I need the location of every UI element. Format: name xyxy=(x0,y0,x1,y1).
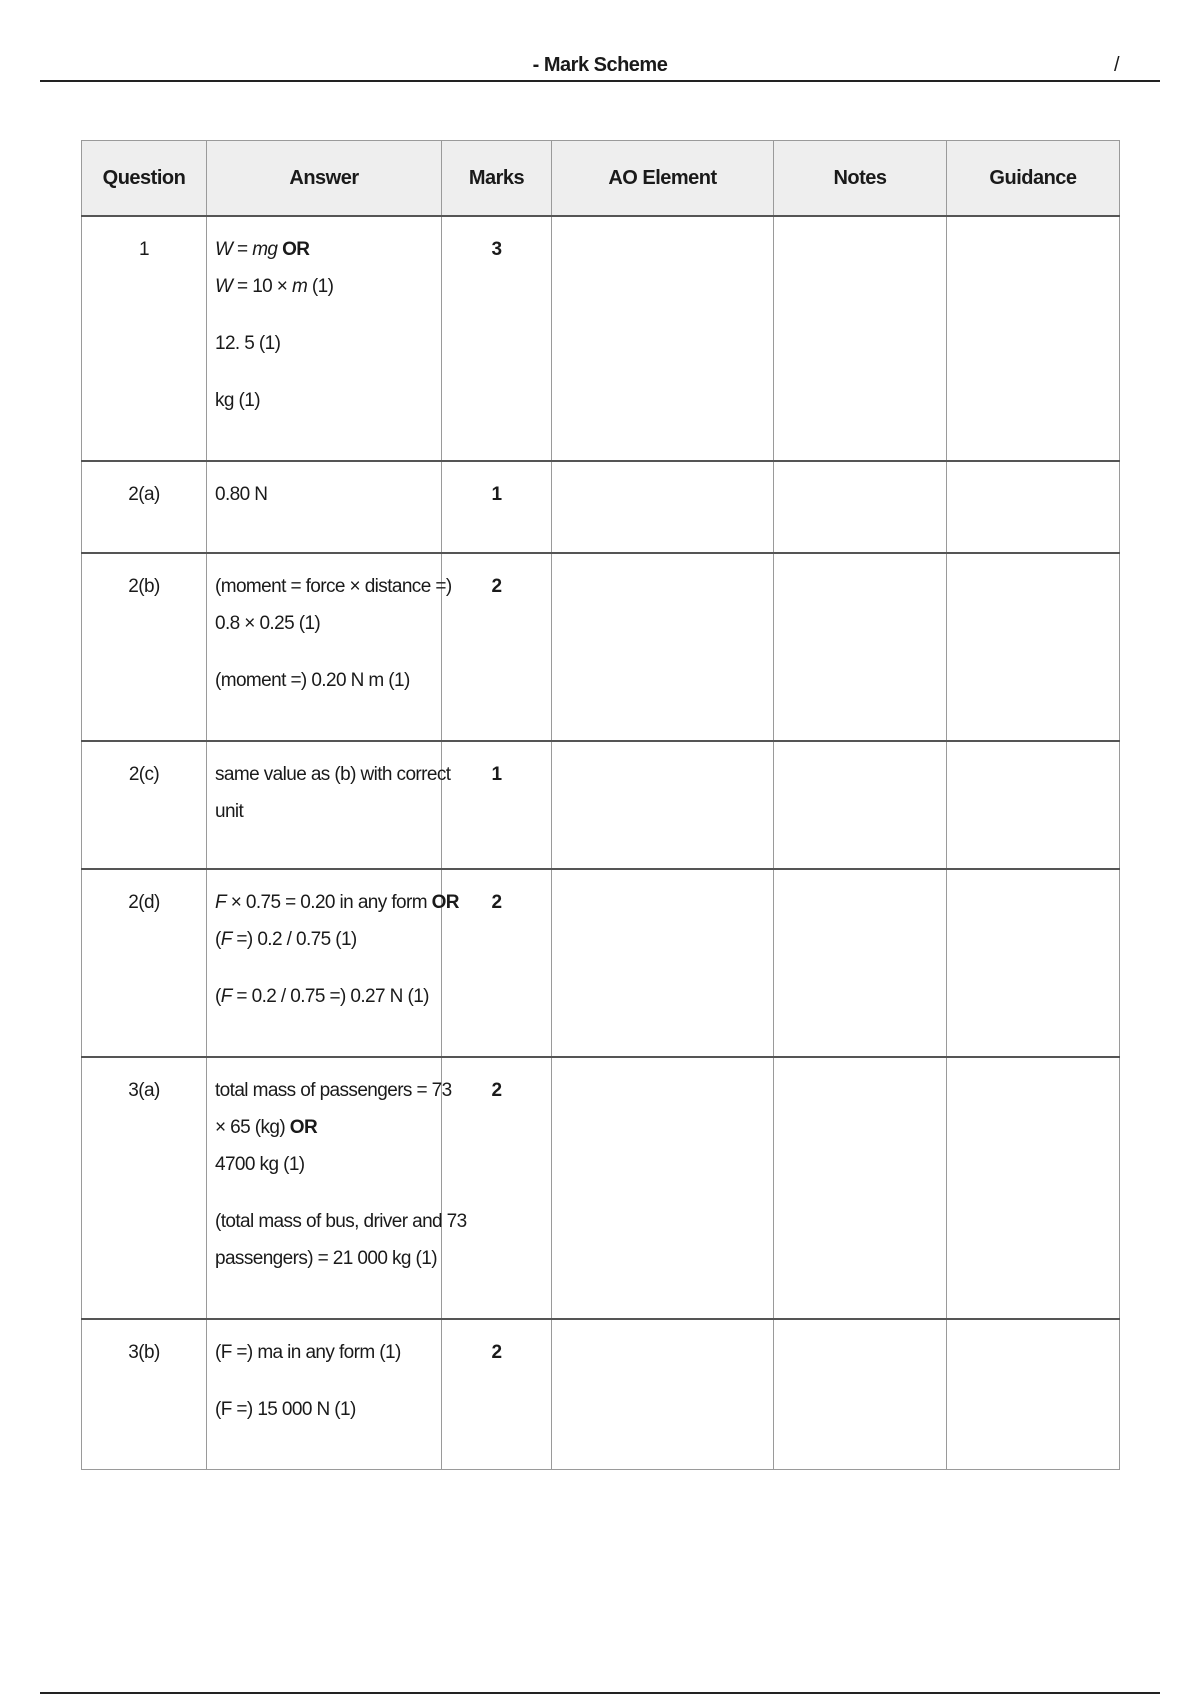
ao-element-cell xyxy=(552,216,774,461)
mark-scheme-table xyxy=(81,140,1120,1470)
table-row xyxy=(82,1057,1120,1319)
marks-cell: 2 xyxy=(442,1319,552,1469)
question-cell: 2(c) xyxy=(82,741,207,869)
page-header-mark: / xyxy=(1114,54,1120,76)
question-cell: 3(b) xyxy=(82,1319,207,1469)
table-row xyxy=(82,741,1120,869)
guidance-cell xyxy=(947,869,1120,1057)
notes-cell xyxy=(774,461,947,553)
ao-element-cell xyxy=(552,553,774,741)
notes-cell xyxy=(774,741,947,869)
answer-cell: (F =) ma in any form (1) (F =) 15 000 N (1) xyxy=(207,1319,442,1469)
table-row xyxy=(82,461,1120,553)
marks-cell: 1 xyxy=(442,461,552,553)
question-cell: 2(d) xyxy=(82,869,207,1057)
column-header-answer: Answer xyxy=(207,141,442,217)
answer-cell: total mass of passengers = 73 × 65 (kg) OR 4700 kg (1) (total mass of bus, driver and 73 passengers) = 21 000 kg (1) xyxy=(207,1057,442,1319)
answer-cell: same value as (b) with correct unit xyxy=(207,741,442,869)
marks-cell: 3 xyxy=(442,216,552,461)
table-row xyxy=(82,553,1120,741)
marks-cell: 1 xyxy=(442,741,552,869)
table-row xyxy=(82,869,1120,1057)
question-cell: 2(a) xyxy=(82,461,207,553)
notes-cell xyxy=(774,1319,947,1469)
header-rule xyxy=(40,80,1160,82)
guidance-cell xyxy=(947,1057,1120,1319)
ao-element-cell xyxy=(552,461,774,553)
answer-cell: W = mg OR W = 10 × m (1) 12. 5 (1) kg (1) xyxy=(207,216,442,461)
guidance-cell xyxy=(947,553,1120,741)
ao-element-cell xyxy=(552,1319,774,1469)
guidance-cell xyxy=(947,216,1120,461)
marks-cell: 2 xyxy=(442,1057,552,1319)
footer-rule xyxy=(40,1692,1160,1694)
table-header-row xyxy=(82,141,1120,217)
ao-element-cell xyxy=(552,741,774,869)
question-cell: 2(b) xyxy=(82,553,207,741)
answer-cell: 0.80 N xyxy=(207,461,442,553)
table-row xyxy=(82,1319,1120,1469)
answer-cell: (moment = force × distance =) 0.8 × 0.25 (1) (moment =) 0.20 N m (1) xyxy=(207,553,442,741)
table-row xyxy=(82,216,1120,461)
question-cell: 1 xyxy=(82,216,207,461)
table-body xyxy=(82,216,1120,1469)
column-header-marks: Marks xyxy=(442,141,552,217)
guidance-cell xyxy=(947,741,1120,869)
column-header-guidance: Guidance xyxy=(947,141,1120,217)
notes-cell xyxy=(774,216,947,461)
guidance-cell xyxy=(947,1319,1120,1469)
question-cell: 3(a) xyxy=(82,1057,207,1319)
column-header-question: Question xyxy=(82,141,207,217)
answer-cell: F × 0.75 = 0.20 in any form OR (F =) 0.2 / 0.75 (1) (F = 0.2 / 0.75 =) 0.27 N (1) xyxy=(207,869,442,1057)
notes-cell xyxy=(774,553,947,741)
notes-cell xyxy=(774,1057,947,1319)
marks-cell: 2 xyxy=(442,869,552,1057)
ao-element-cell xyxy=(552,869,774,1057)
notes-cell xyxy=(774,869,947,1057)
page-header-title: - Mark Scheme xyxy=(532,54,668,76)
column-header-ao-element: AO Element xyxy=(552,141,774,217)
column-header-notes: Notes xyxy=(774,141,947,217)
marks-cell: 2 xyxy=(442,553,552,741)
ao-element-cell xyxy=(552,1057,774,1319)
guidance-cell xyxy=(947,461,1120,553)
